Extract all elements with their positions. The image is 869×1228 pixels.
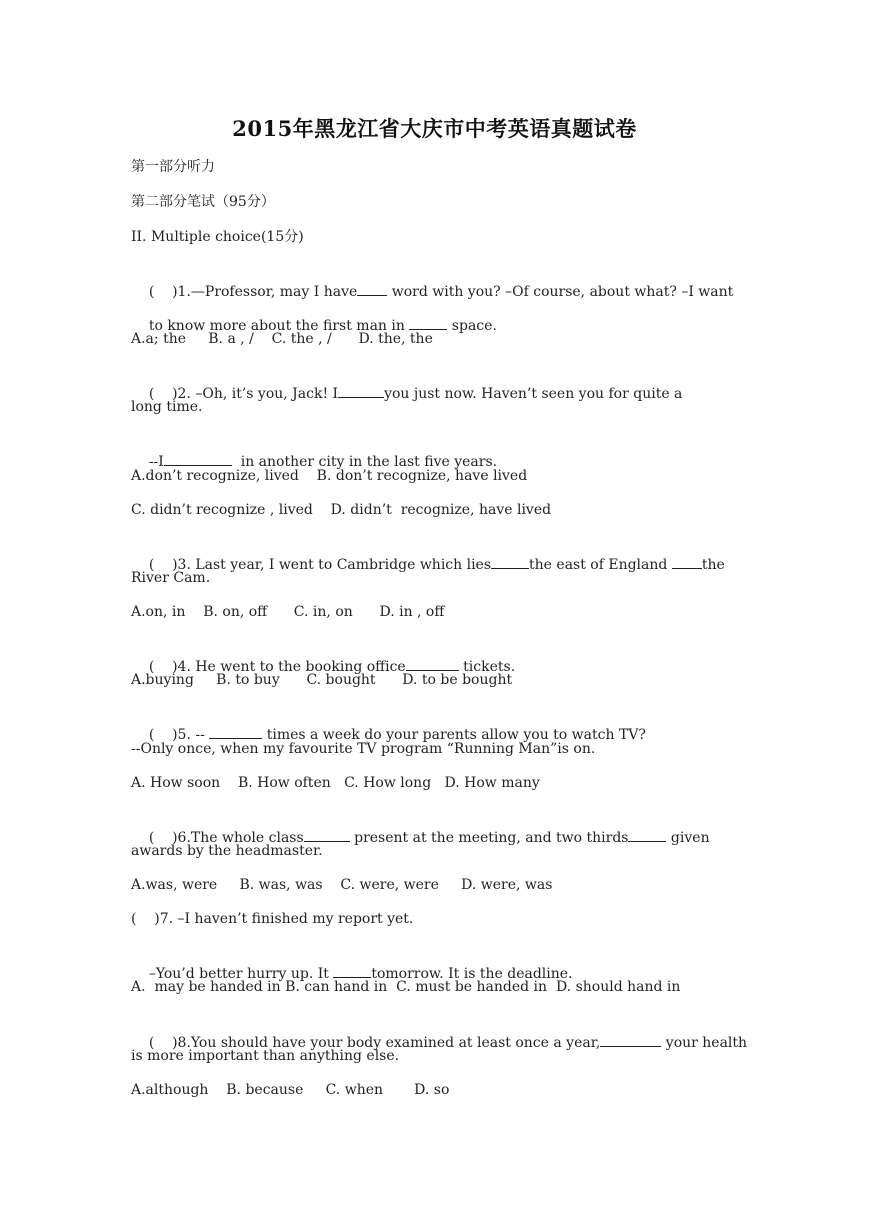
q1-text-b: word with you? –Of course, about what? –I want <box>387 284 734 300</box>
q3-blank-2 <box>672 554 702 569</box>
question-8-options: A.although B. because C. when D. so <box>131 1082 450 1098</box>
question-5-line-2: --Only once, when my favourite TV program “Running Man”is on. <box>131 741 596 757</box>
q4-text-a: ( )4. He went to the booking office <box>148 659 406 675</box>
q3-text-a: ( )3. Last year, I went to Cambridge which lies <box>148 557 492 573</box>
q3-text-c: the <box>701 557 725 573</box>
multiple-choice-heading: II. Multiple choice(15分) <box>131 229 304 245</box>
q8-text-b: your health <box>661 1035 748 1051</box>
question-1-options: A.a; the B. a , / C. the , / D. the, the <box>131 331 433 347</box>
question-3-options: A.on, in B. on, off C. in, on D. in , off <box>131 604 445 620</box>
q5-text-a: ( )5. -- <box>148 727 210 743</box>
q7-text-b: –You’d better hurry up. It <box>148 966 334 982</box>
q1-blank-2 <box>409 315 447 330</box>
q5-text-b: times a week do your parents allow you to watch TV? <box>262 727 646 743</box>
q2-text-a: ( )2. –Oh, it’s you, Jack! I <box>148 386 339 402</box>
q1-text-a: ( )1.—Professor, may I have <box>148 284 358 300</box>
question-2-options-2: C. didn’t recognize , lived D. didn’t recognize, have lived <box>131 502 552 518</box>
q3-text-b: the east of England <box>529 557 672 573</box>
q4-blank-1 <box>406 656 459 671</box>
q6-blank-2 <box>628 827 666 842</box>
q1-text-c: to know more about the first man in <box>148 318 410 334</box>
q6-text-c: given <box>666 830 710 846</box>
q2-blank-1 <box>338 383 384 398</box>
question-3-line-2: River Cam. <box>131 570 211 586</box>
q6-text-b: present at the meeting, and two thirds <box>349 830 629 846</box>
q1-text-d: space. <box>447 318 497 334</box>
q5-blank-1 <box>209 724 262 739</box>
section-part1: 第一部分听力 <box>131 159 215 175</box>
q6-blank-1 <box>304 827 350 842</box>
q8-text-a: ( )8.You should have your body examined at least once a year, <box>148 1035 601 1051</box>
question-5-options: A. How soon B. How often C. How long D. How many <box>131 775 540 791</box>
q7-blank-1 <box>333 963 371 978</box>
q2-text-b: you just now. Haven’t seen you for quite a <box>384 386 683 402</box>
q2-blank-2 <box>164 451 232 466</box>
section-part2: 第二部分笔试（95分） <box>131 194 275 210</box>
q2-text-d: --I <box>148 454 164 470</box>
q7-text-c: tomorrow. It is the deadline. <box>371 966 573 982</box>
q8-blank-1 <box>600 1032 661 1047</box>
question-7-line-1: ( )7. –I haven’t finished my report yet. <box>131 911 414 927</box>
question-6-options: A.was, were B. was, was C. were, were D. were, was <box>131 877 553 893</box>
q1-blank-1 <box>357 281 387 296</box>
question-2-line-2: long time. <box>131 399 203 415</box>
q4-text-b: tickets. <box>458 659 516 675</box>
question-7-options: A. may be handed in B. can hand in C. must be handed in D. should hand in <box>131 979 681 995</box>
question-4-options: A.buying B. to buy C. bought D. to be bought <box>131 672 513 688</box>
question-2-options-1: A.don’t recognize, lived B. don’t recognize, have lived <box>131 468 528 484</box>
q2-text-e: in another city in the last five years. <box>231 454 498 470</box>
q3-blank-1 <box>491 554 529 569</box>
question-6-line-2: awards by the headmaster. <box>131 843 323 859</box>
question-8-line-2: is more important than anything else. <box>131 1048 400 1064</box>
page-title: 2015年黑龙江省大庆市中考英语真题试卷 <box>232 116 637 141</box>
q6-text-a: ( )6.The whole class <box>148 830 304 846</box>
